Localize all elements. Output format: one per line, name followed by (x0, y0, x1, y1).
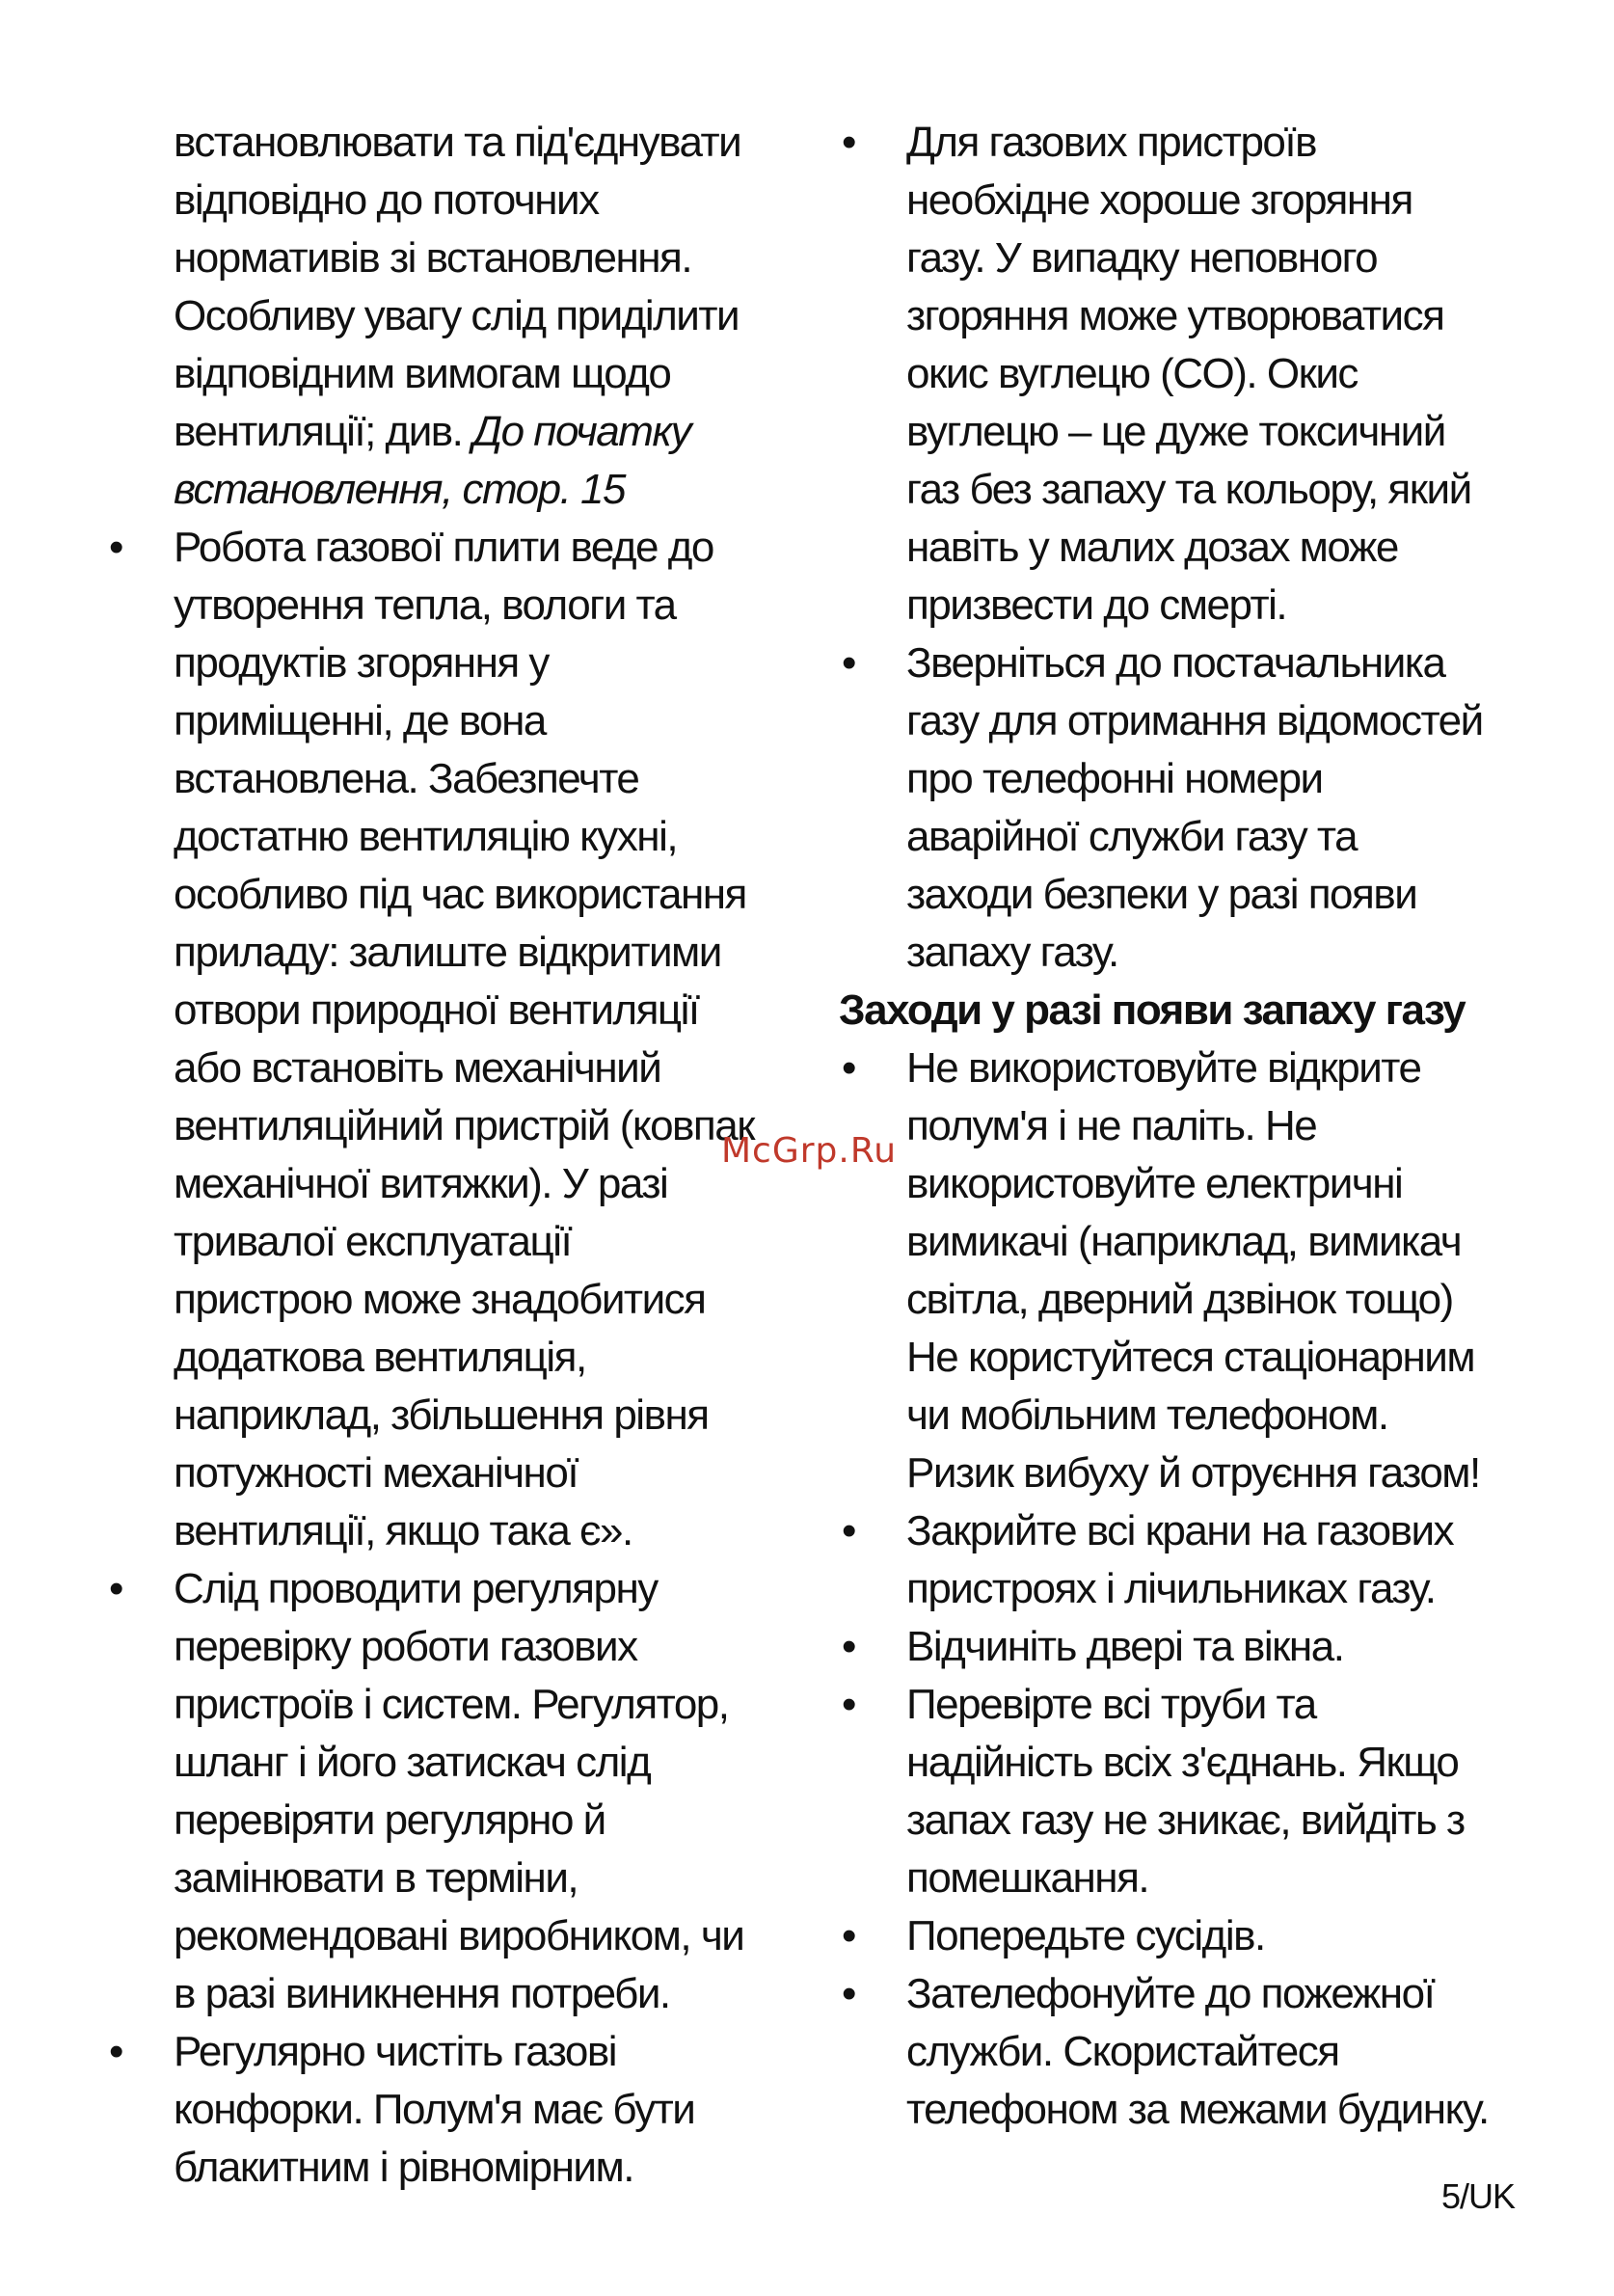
text-line: про телефонні номери (906, 755, 1323, 802)
text-line: Відчиніть двері та вікна. (906, 1623, 1344, 1670)
text-line (174, 461, 810, 519)
text-line: чи мобільним телефоном. (906, 1391, 1388, 1439)
text-line: блакитним і рівномірним. (174, 2144, 633, 2191)
text-line: в разі виникнення потреби. (174, 1970, 670, 2017)
section-heading: Заходи у разі появи запаху газу (839, 986, 1466, 1034)
bullet-icon: • (842, 1912, 855, 1959)
text-line: нормативів зі встановлення. (174, 234, 692, 282)
text-line: пристрою може знадобитися (174, 1276, 706, 1323)
list-item (842, 1965, 1543, 2139)
text-line: газу. У випадку неповного (906, 234, 1378, 282)
text-line: додаткова вентиляція, (174, 1334, 586, 1381)
text-line: Робота газової плити веде до (174, 524, 713, 571)
text-line: пристроях і лічильниках газу. (906, 1565, 1436, 1612)
text-line: продуктів згоряння у (174, 639, 549, 687)
list-item (842, 1676, 1543, 1907)
text-line: перевірку роботи газових (174, 1623, 637, 1670)
text-line: рекомендовані виробником, чи (174, 1912, 744, 1959)
text-line: особливо під час використання (174, 871, 746, 918)
text-line: відповідним вимогам щодо (174, 350, 671, 397)
right-bullet-list-top (842, 114, 1543, 982)
list-item (109, 2023, 810, 2197)
text-line-prefix: вентиляції; див. (174, 408, 473, 455)
text-line: приладу: залиште відкритими (174, 929, 721, 976)
text-line: шланг і його затискач слід (174, 1739, 651, 1786)
text-line: Закрийте всі крани на газових (906, 1507, 1454, 1554)
text-line: перевіряти регулярно й (174, 1796, 605, 1844)
bullet-icon: • (109, 524, 122, 571)
list-item (842, 635, 1543, 982)
list-item (842, 1907, 1543, 1965)
text-line: достатню вентиляцію кухні, (174, 813, 678, 860)
text-line: вимикачі (наприклад, вимикач (906, 1218, 1462, 1265)
list-item (842, 1618, 1543, 1676)
text-line: пристроїв і систем. Регулятор, (174, 1681, 729, 1728)
list-item (842, 114, 1543, 635)
bullet-icon: • (109, 1565, 122, 1612)
text-line: замінювати в терміни, (174, 1854, 578, 1902)
list-item (842, 1040, 1543, 1502)
text-line: встановлена. Забезпечте (174, 755, 639, 802)
list-item (109, 519, 810, 1560)
left-bullet-list (109, 519, 810, 2197)
text-line: конфорки. Полум'я має бути (174, 2086, 695, 2133)
bullet-icon: • (842, 1681, 855, 1728)
text-line: згоряння може утворюватися (906, 292, 1444, 339)
text-line: Не використовуйте відкрите (906, 1044, 1421, 1092)
text-line: Не користуйтеся стаціонарним (906, 1334, 1475, 1381)
text-line: заходи безпеки у разі появи (906, 871, 1417, 918)
text-line: вентиляції, якщо така є». (174, 1507, 632, 1554)
page-number: 5/UK (1440, 2176, 1515, 2216)
text-line: Регулярно чистіть газові (174, 2028, 617, 2075)
bullet-icon: • (842, 1970, 855, 2017)
bullet-icon: • (842, 119, 855, 166)
text-line: вуглецю – це дуже токсичний (906, 408, 1445, 455)
text-line: отвори природної вентиляції (174, 986, 699, 1034)
text-line: Зателефонуйте до пожежної (906, 1970, 1435, 2017)
text-line: тривалої експлуатації (174, 1218, 572, 1265)
text-line: телефоном за межами будинку. (906, 2086, 1489, 2133)
text-line: газ без запаху та кольору, який (906, 466, 1471, 513)
cross-reference: встановлення, стор. 15 (174, 466, 625, 513)
text-line: аварійної служби газу та (906, 813, 1358, 860)
text-line: використовуйте електричні (906, 1160, 1403, 1207)
text-line: помешкання. (906, 1854, 1149, 1902)
text-line: наприклад, збільшення рівня (174, 1391, 709, 1439)
text-line: Для газових пристроїв (906, 119, 1316, 166)
watermark: McGrp.Ru (721, 1131, 898, 1171)
text-line: Ризик вибуху й отруєння газом! (906, 1449, 1480, 1497)
text-line: світла, дверний дзвінок тощо) (906, 1276, 1453, 1323)
text-line: або встановіть механічний (174, 1044, 661, 1092)
text-line: потужності механічної (174, 1449, 578, 1497)
text-line: запах газу не зникає, вийдіть з (906, 1796, 1465, 1844)
text-line: надійність всіх з'єднань. Якщо (906, 1739, 1459, 1786)
bullet-icon: • (109, 2028, 122, 2075)
text-line: приміщенні, де вона (174, 697, 546, 744)
text-line: Перевірте всі труби та (906, 1681, 1316, 1728)
text-line: вентиляційний пристрій (ковпак (174, 1102, 754, 1149)
text-line: Попередьте сусідів. (906, 1912, 1265, 1959)
cross-reference: До початку (472, 408, 691, 455)
text-line: запаху газу. (906, 929, 1118, 976)
right-column (839, 114, 1543, 2139)
bullet-icon: • (842, 639, 855, 687)
bullet-icon: • (842, 1623, 855, 1670)
text-line: призвести до смерті. (906, 581, 1287, 629)
text-line: Слід проводити регулярну (174, 1565, 658, 1612)
text-line: відповідно до поточних (174, 176, 599, 224)
list-item (842, 1502, 1543, 1618)
intro-paragraph (174, 114, 810, 519)
bullet-icon: • (842, 1507, 855, 1554)
text-line (174, 403, 810, 461)
text-line: утворення тепла, вологи та (174, 581, 676, 629)
text-line: Особливу увагу слід приділити (174, 292, 740, 339)
list-item (109, 1560, 810, 2023)
text-line: окис вуглецю (CO). Окис (906, 350, 1358, 397)
text-line: встановлювати та під'єднувати (174, 119, 741, 166)
right-bullet-list-bottom (842, 1040, 1543, 2139)
text-line: служби. Скористайтеся (906, 2028, 1339, 2075)
text-line: полум'я і не паліть. Не (906, 1102, 1317, 1149)
text-line: газу для отримання відомостей (906, 697, 1483, 744)
bullet-icon: • (842, 1044, 855, 1092)
left-column (109, 114, 810, 2197)
text-line: навіть у малих дозах може (906, 524, 1398, 571)
text-line: Зверніться до постачальника (906, 639, 1445, 687)
text-line: механічної витяжки). У разі (174, 1160, 668, 1207)
text-line: необхідне хороше згоряння (906, 176, 1412, 224)
